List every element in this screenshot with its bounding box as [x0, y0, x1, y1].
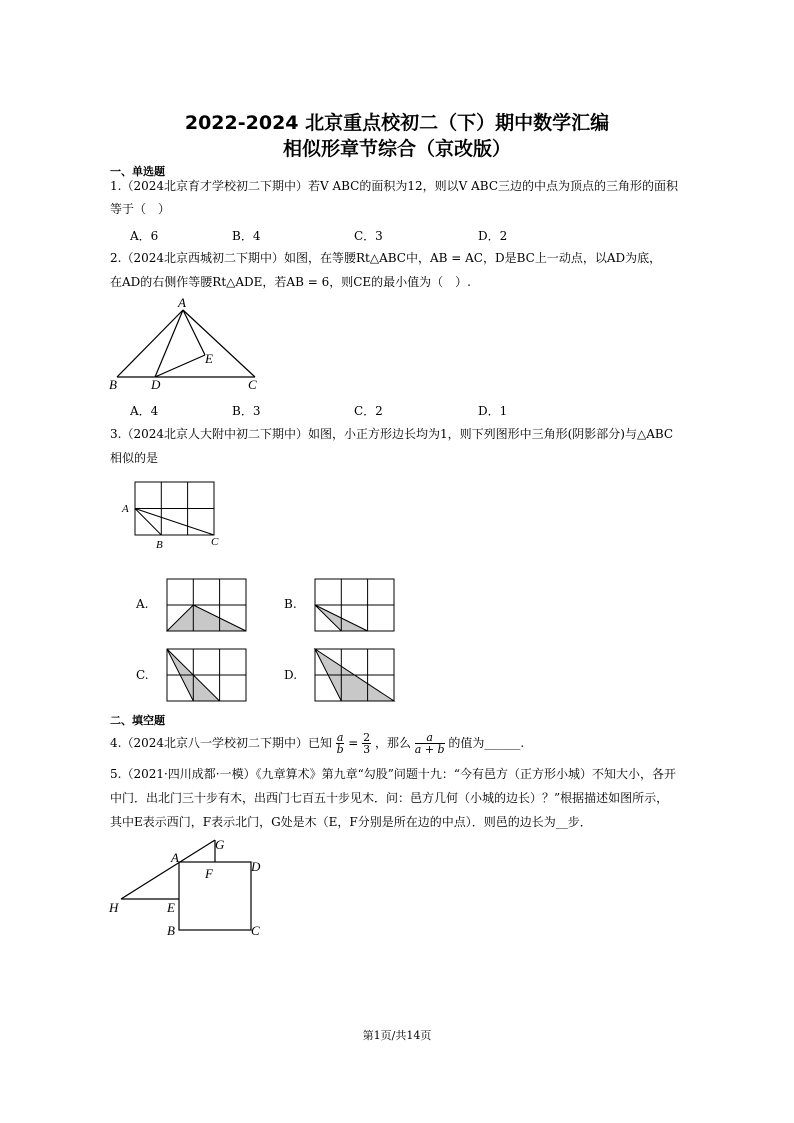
q3-option-b-figure: [314, 578, 396, 633]
label-h: H: [109, 900, 119, 915]
label-c: C: [211, 536, 219, 548]
q4-suffix: 的值为______.: [448, 736, 525, 750]
label-d: D: [151, 377, 161, 392]
q2-option-a: A．4: [130, 404, 159, 418]
fraction-2-over-3: $\frac{2}{3}$: [363, 731, 371, 756]
fraction-a-over-b: $\frac{a}{b}$: [336, 731, 344, 756]
q4-equals: =: [348, 736, 359, 750]
section-heading-single-choice: 一、单选题: [110, 165, 165, 178]
q3-option-b-label: B.: [284, 597, 297, 611]
label-a: A: [122, 503, 129, 515]
label-e: E: [167, 900, 175, 915]
question-5-text: 5.（2021·四川成都·一模）《九章算术》第九章“勾股”问题十九：“今有邑方（正方形小城）不知大小，各开: [110, 767, 677, 781]
label-b: B: [109, 377, 117, 392]
label-a: A: [178, 295, 186, 310]
q3-option-a-label: A.: [136, 597, 149, 611]
segment-ab: [117, 310, 183, 377]
question-3-text: 3.（2024北京人大附中初二下期中）如图，小正方形边长均为1，则下列图形中三角形(阴影部分)与△ABC: [110, 427, 674, 441]
q3-option-a-figure: [166, 578, 248, 633]
q3-option-d-label: D.: [284, 668, 298, 682]
question-5-text-cont: 中门．出北门三十步有木，出西门七百五十步见木．问：邑方几何（小城的边长）？”根据描述如图所示，: [110, 791, 669, 805]
q3-option-d-figure: [314, 648, 396, 703]
city-square: [179, 862, 251, 930]
q4-mid: ，那么: [374, 736, 411, 750]
question-1-text-cont: 等于（ ）: [110, 202, 171, 216]
label-e: E: [205, 351, 213, 366]
label-d: D: [251, 859, 261, 874]
q1-option-d: D．2: [478, 229, 508, 243]
q3-grid-figure: [118, 478, 228, 550]
question-2-text: 2.（2024北京西城初二下期中）如图，在等腰Rt△ABC中，AB = AC，D是BC上一动点，以AD为底，: [110, 251, 662, 265]
segment-hg: [121, 840, 215, 899]
label-b: B: [156, 539, 163, 550]
segment-ac: [183, 310, 255, 377]
label-f: F: [205, 866, 213, 881]
q3-option-c-label: C.: [136, 668, 149, 682]
question-3-text-cont: 相似的是: [110, 451, 159, 465]
section-heading-fill-blank: 二、填空题: [110, 714, 165, 727]
q5-city-figure: [105, 832, 275, 944]
label-c: C: [251, 923, 260, 938]
q3-option-c-figure: [166, 648, 248, 703]
page-subtitle: 相似形章节综合（京改版）: [282, 138, 511, 160]
q1-option-b: B．4: [232, 229, 261, 243]
label-g: G: [215, 837, 225, 852]
q1-option-c: C．3: [354, 229, 383, 243]
segment-ae: [183, 310, 205, 355]
question-5-text-cont2: 其中E表示西门，F表示北门，G处是木（E，F分别是所在边的中点）．则邑的边长为__步．: [110, 815, 592, 829]
label-b: B: [167, 923, 175, 938]
q4-prefix: 4.（2024北京八一学校初二下期中）已知: [110, 736, 332, 750]
q2-option-d: D．1: [478, 404, 508, 418]
q2-option-b: B．3: [232, 404, 261, 418]
page-title: 2022-2024 北京重点校初二（下）期中数学汇编: [184, 112, 610, 134]
question-1-text: 1.（2024北京育才学校初二下期中）若V ABC的面积为12，则以V ABC三边的中点为顶点的三角形的面积: [110, 179, 678, 193]
label-c: C: [248, 377, 257, 392]
q1-option-a: A．6: [130, 229, 159, 243]
q2-triangle-figure: [105, 295, 265, 395]
fraction-a-over-a-plus-b: $\frac{a}{a + b}$: [414, 731, 445, 756]
q2-option-c: C．2: [354, 404, 383, 418]
page-footer: 第1页/共14页: [362, 1029, 432, 1042]
question-4-text: [110, 729, 524, 757]
question-2-text-cont: 在AD的右侧作等腰Rt△ADE，若AB = 6，则CE的最小值为（ ）.: [110, 275, 471, 289]
label-a: A: [171, 850, 179, 865]
